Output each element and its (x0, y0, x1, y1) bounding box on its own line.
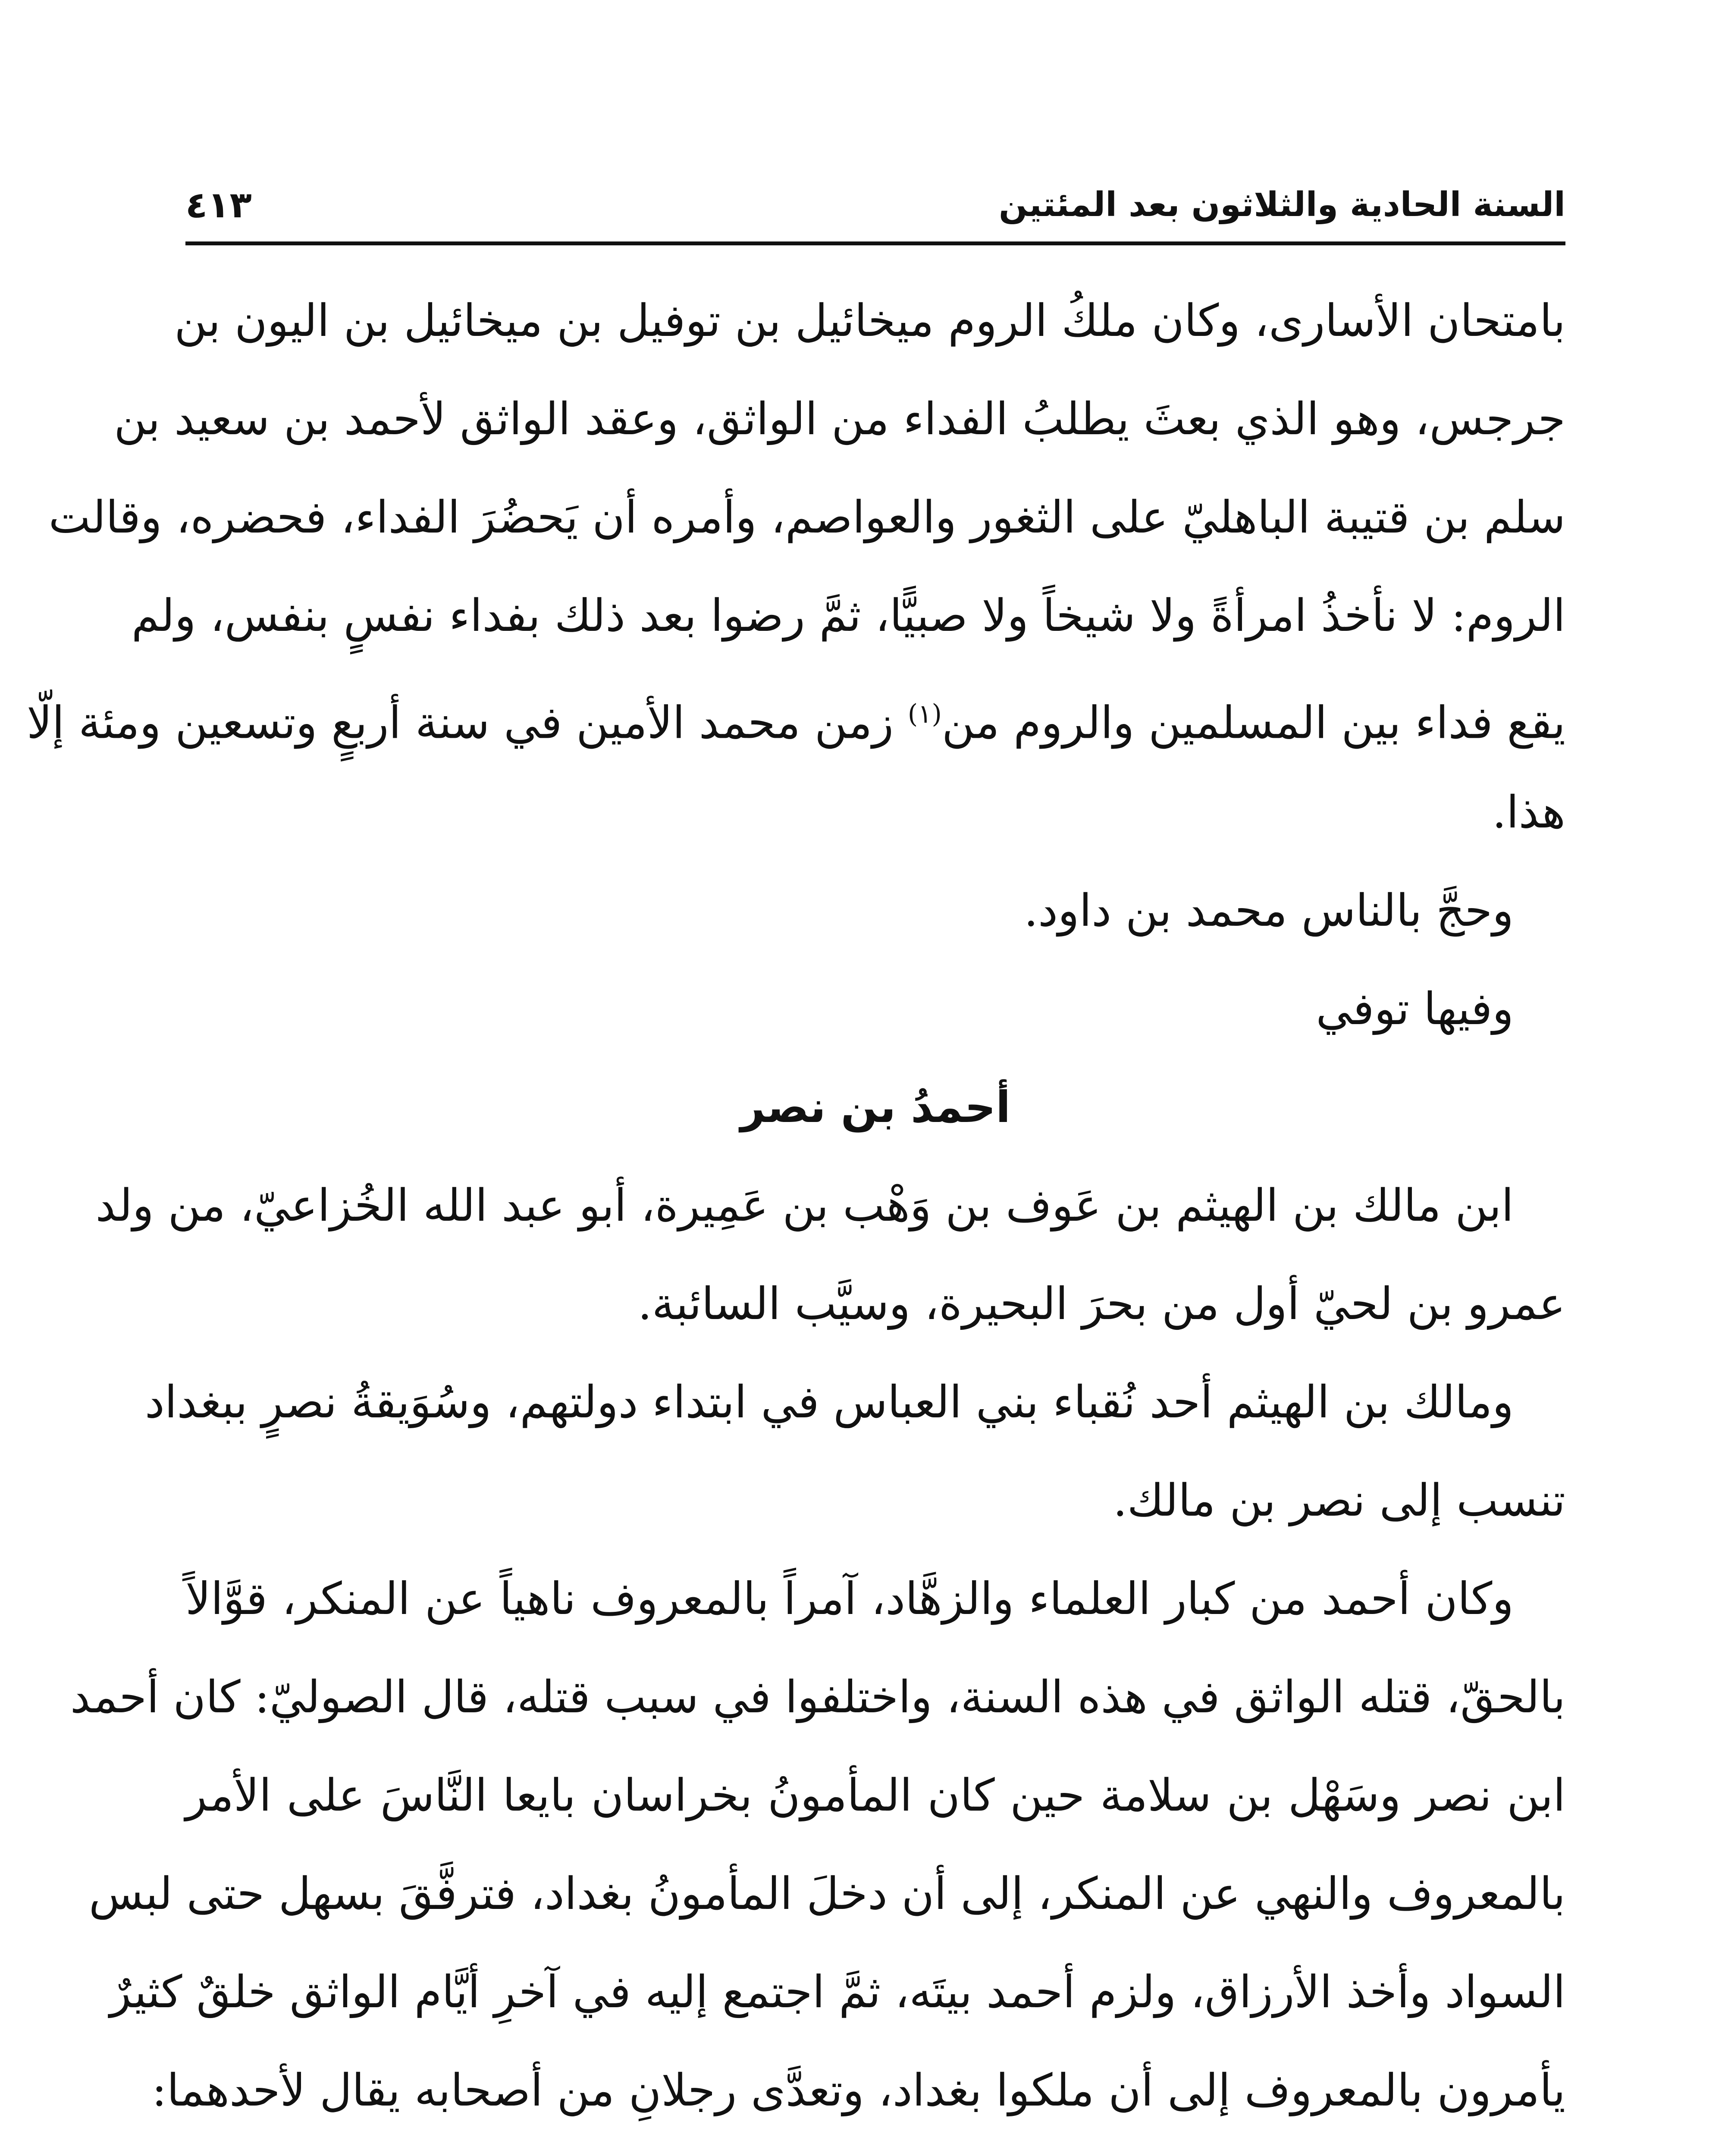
text-line (185, 2140, 1565, 2156)
text-line: بالحقّ، قتله الواثق في هذه السنة، واختلفوا في سبب قتله، قال الصوليّ: كان أحمد (70, 1671, 1565, 1723)
text-line: ابن نصر وسَهْل بن سلامة حين كان المأمونُ بخراسان بايعا النَّاسَ على الأمر (185, 1770, 1565, 1821)
text-line: سلم بن قتيبة الباهليّ على الثغور والعواصم، وأمره أن يَحضُرَ الفداء، فحضره، وقالت (48, 492, 1565, 543)
running-title: السنة الحادية والثلاثون بعد المئتين (998, 185, 1565, 224)
text-line (27, 665, 1565, 763)
text-line: تنسب إلى نصر بن مالك. (1113, 1475, 1565, 1526)
text-line: السواد وأخذ الأرزاق، ولزم أحمد بيتَه، ثمَّ اجتمع إليه في آخرِ أيَّام الواثق خلقٌ كثيرٌ (110, 1966, 1565, 2018)
text-line: يأمرون بالمعروف إلى أن ملكوا بغداد، وتعدَّى رجلانِ من أصحابه يقال لأحدهما: (152, 2065, 1565, 2116)
text-line: بامتحان الأسارى، وكان ملكُ الروم ميخائيل بن توفيل بن ميخائيل بن اليون بن (174, 295, 1565, 347)
running-header (185, 177, 1565, 233)
text-segment: زمن محمد الأمين في سنة أربعٍ وتسعين ومئة إلّا (27, 697, 894, 749)
text-line: جرجس، وهو الذي بعثَ يطلبُ الفداء من الواثق، وعقد الواثق لأحمد بن سعيد بن (114, 393, 1565, 445)
text-line: وكان أحمد من كبار العلماء والزهَّاد، آمراً بالمعروف ناهياً عن المنكر، قوَّالاً (185, 1573, 1514, 1625)
page-number: ٤١٣ (185, 184, 252, 226)
text-line: هذا. (1492, 787, 1565, 838)
footnote-marker: (١) (907, 699, 942, 729)
main-text (27, 272, 1565, 2156)
text-line: ابن مالك بن الهيثم بن عَوف بن وَهْب بن عَمِيرة، أبو عبد الله الخُزاعيّ، من ولد (95, 1180, 1514, 1232)
text-segment: يقع فداء بين المسلمين والروم من (941, 697, 1565, 749)
text-line: ومالك بن الهيثم أحد نُقباء بني العباس في ابتداء دولتهم، وسُوَيقةُ نصرٍ ببغداد (144, 1376, 1514, 1428)
text-line: وفيها توفي (1316, 983, 1514, 1035)
text-line: عمرو بن لحيّ أول من بحرَ البحيرة، وسيَّب السائبة. (638, 1278, 1565, 1330)
text-line: وحجَّ بالناس محمد بن داود. (1024, 885, 1514, 937)
header-rule (185, 241, 1565, 245)
text-line: الروم: لا نأخذُ امرأةً ولا شيخاً ولا صبيًّا، ثمَّ رضوا بعد ذلك بفداء نفسٍ بنفس، ولم (131, 590, 1565, 642)
section-heading: أحمدُ بن نصر (740, 1082, 1011, 1132)
text-line: بالمعروف والنهي عن المنكر، إلى أن دخلَ المأمونُ بغداد، فترفَّقَ بسهل حتى لبس (89, 1868, 1565, 1920)
